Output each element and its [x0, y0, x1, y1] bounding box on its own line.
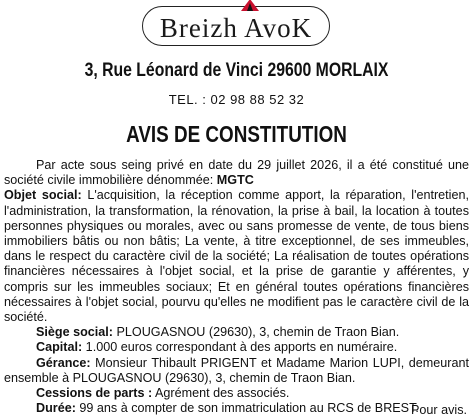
section-label: Capital:: [36, 340, 83, 355]
notice-title: AVIS DE CONSTITUTION: [126, 121, 347, 147]
section-label: Siège social:: [36, 325, 113, 340]
section-text: PLOUGASNOU (29630), 3, chemin de Traon Bian.: [113, 325, 400, 340]
section-text: Monsieur Thibault PRIGENT et Madame Marion LUPI, demeurant ensemble à PLOUGASNOU (29630), 3, chemin de Traon Bian.: [4, 355, 469, 385]
logo: [142, 6, 330, 46]
intro-text: Par acte sous seing privé en date du 29 juillet 2026, il a été constitué une société civile immobilière dénommée:: [4, 158, 469, 188]
section-label: Gérance:: [36, 355, 91, 370]
section-gerance: [4, 356, 469, 386]
section-siege: [4, 325, 469, 340]
section-capital: [4, 340, 469, 355]
section-cessions: [4, 386, 469, 401]
ermine-flag-icon: [239, 0, 261, 13]
signature: Pour avis.: [411, 403, 467, 417]
section-label: Durée:: [36, 401, 76, 416]
section-label: Objet social:: [4, 188, 82, 203]
notice-intro: [4, 158, 469, 188]
section-text: 1.000 euros correspondant à des apports en numéraire.: [82, 340, 398, 355]
section-duree: [4, 401, 469, 416]
section-objet: [4, 188, 469, 325]
section-label: Cessions de parts :: [36, 386, 153, 401]
logo-text: Breizh AvoK: [159, 13, 313, 43]
section-text: L'acquisition, la réception comme apport, la réparation, l'entretien, l'administration, la transformation, la rénovation, la prise à bail, la location à toutes personnes physiques ou morales, avec ou sans promesse de vente, de tous biens immobiliers bâtis ou non bâtis; La vente, à titre exceptionnel, de ses immeubles, dans le respect du caractère civil de la société; La réalisation de toutes opérations financières nécessaires à l'objet social, et la prise de garantie y afférentes, y compris sur les immeubles sociaux; Et en général toutes opérations financières nécessaires à l'objet social, pourvu qu'elles ne modifient pas le caractère civil de la société.: [4, 188, 469, 325]
section-text: 99 ans à compter de son immatriculation au RCS de BREST.: [75, 401, 419, 416]
firm-address: 3, Rue Léonard de Vinci 29600 MORLAIX: [84, 60, 389, 81]
section-text: Agrément des associés.: [152, 386, 290, 401]
notice-body: [4, 158, 469, 416]
company-name: MGTC: [216, 173, 254, 188]
firm-phone: TEL. : 02 98 88 52 32: [168, 92, 305, 107]
